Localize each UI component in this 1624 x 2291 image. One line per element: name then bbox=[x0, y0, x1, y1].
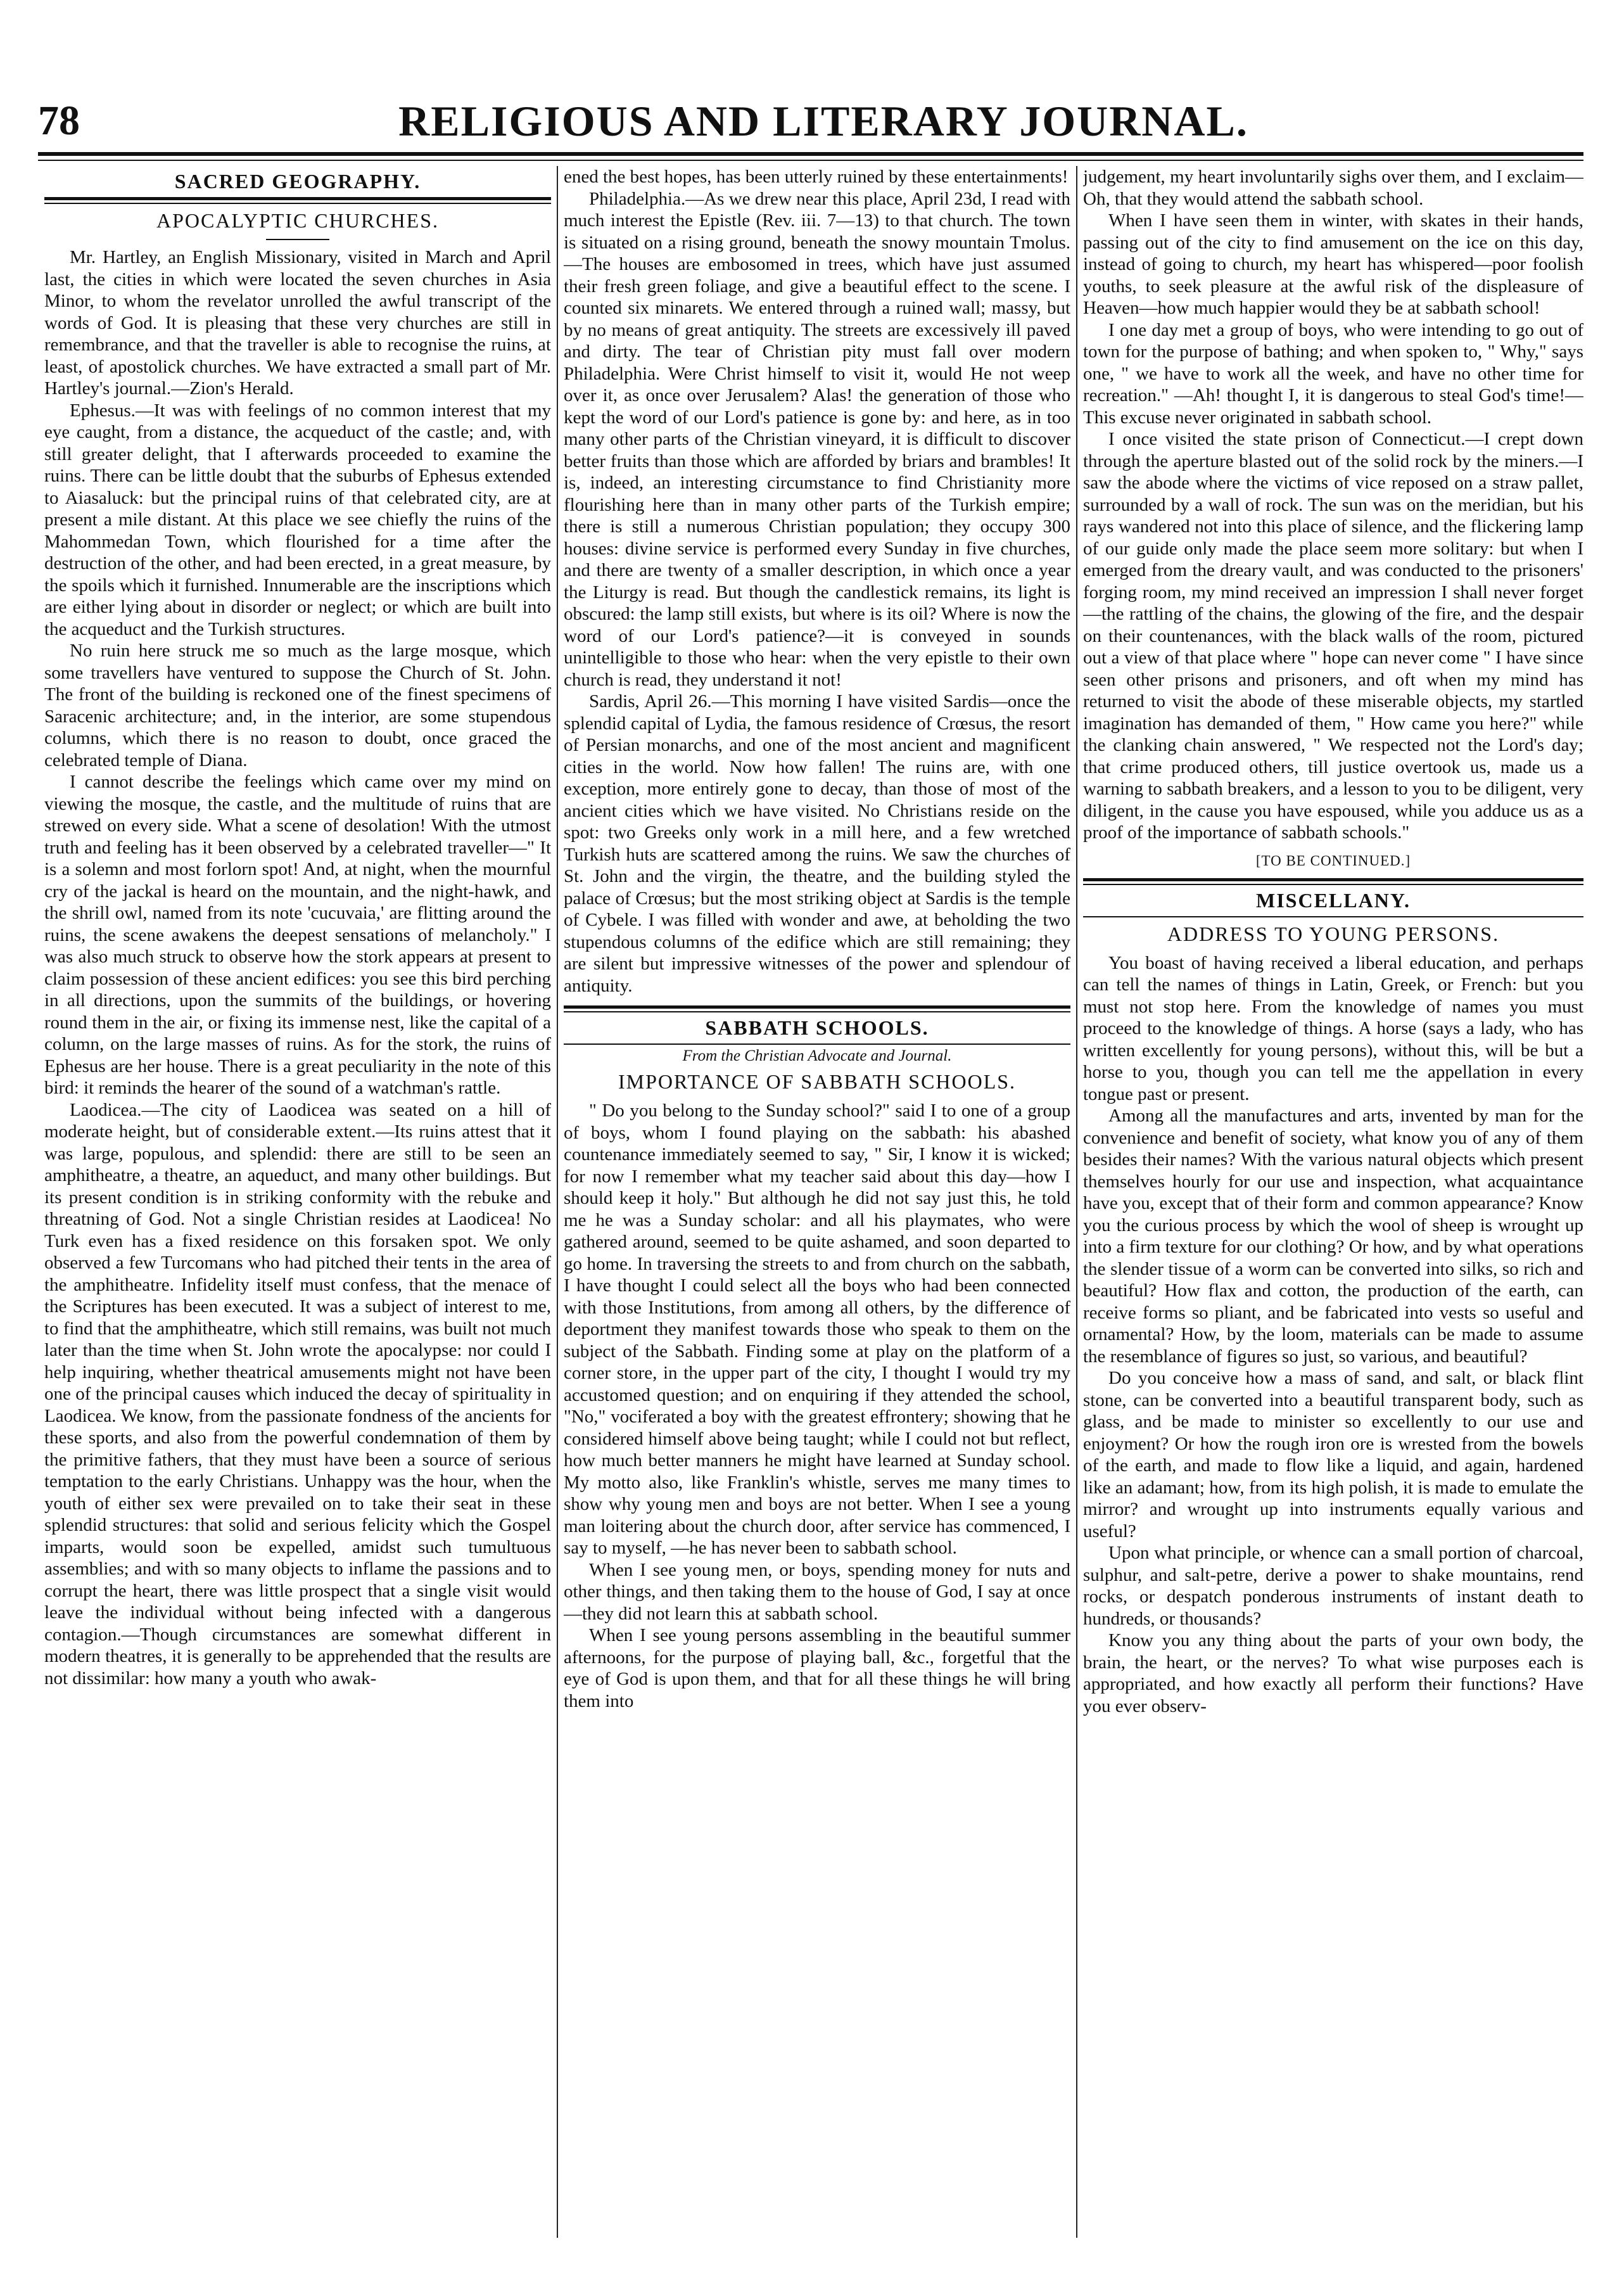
section-rule bbox=[564, 1043, 1070, 1045]
section-heading: SABBATH SCHOOLS. bbox=[705, 1016, 929, 1039]
column-divider bbox=[557, 166, 558, 2238]
section-heading: MISCELLANY. bbox=[1256, 888, 1411, 912]
paragraph: When I see young men, or boys, spending money for nuts and other things, and then taking them to the house of God, I say at once—they did not learn this at sabbath school. bbox=[564, 1559, 1070, 1624]
paragraph: Laodicea.—The city of Laodicea was seated on a hill of moderate height, but of considerable extent.—Its ruins attest that it was large, populous, and splendid: there are still to be seen an amphitheatre, a theatre, an aqueduct, and many other buildings. But its present condition is in striking conformity with the rebuke and threatning of God. Not a single Christian resides at Laodicea! No Turk even has a fixed residence on this forsaken spot. We only observed a few Turcomans who had pitched their tents in the area of the amphitheatre. Infidelity itself must confess, that the menace of the Scriptures has been executed. It was a subject of interest to me, to find that the amphitheatre, which still remains, was built not much later than the time when St. John wrote the apocalypse: nor could I help inquiring, whether theatrical amusements might not have been one of the principal causes which induced the decay of spirituality in Laodicea. We know, from the passionate fondness of the ancients for these sports, and also from the powerful condemnation of them by the primitive fathers, that they must have been a source of serious temptation to the early Christians. Unhappy was the hour, when the youth of either sex were prevailed on to take their seat in these splendid structures: that solid and serious felicity which the Gospel imparts, would soon be expelled, amidst such tumultuous assemblies; and with so many objects to inflame the passions and to corrupt the heart, there was little prospect that a single visit would leave the individual without being infected with a dangerous contagion.—Though circumstances are somewhat different in modern theatres, it is generally to be apprehended that the results are not dissimilar: how many a youth who awak- bbox=[44, 1099, 551, 1688]
paragraph: I once visited the state prison of Connecticut.—I crept down through the aperture blasted out of the solid rock by the miners.—I saw the abode where the victims of vice reposed on a straw pallet, surrounded by a wall of rock. The sun was on the meridian, but his rays wandered not into this place of silence, and the flickering lamp of our guide only made the place seem more solitary: but when I emerged from the dreary vault, and was conducted to the prisoners' forging room, my mind received an impression I shall never forget—the rattling of the chains, the glowing of the fire, and the despair on their countenances, with the black walls of the room, pictured out a view of that place where " hope can never come " I have since seen other prisons and prisoners, and oft when my mind has returned to visit the abode of these miserable objects, my startled imagination has demanded of them, " How came you here?" while the clanking chain answered, " We respected not the Lord's day; that crime produced others, till justice overtook us, made us a warning to sabbath breakers, and a lesson to you to be diligent, very diligent, in the cause you have espoused, while you adduce us as a proof of the importance of sabbath schools." bbox=[1083, 429, 1583, 843]
paragraph: When I see young persons assembling in the beautiful summer afternoons, for the purpose of playing ball, &c., forgetful that the eye of God is upon them, and that for all these things he will bring them into bbox=[564, 1625, 1070, 1711]
paragraph: Philadelphia.—As we drew near this place, April 23d, I read with much interest the Epistle (Rev. iii. 7—13) to that church. The town is situated on a rising ground, beneath the snowy mountain Tmolus.—The houses are embosomed in trees, which have just assumed their fresh green foliage, and give a beautiful effect to the scene. I counted six minarets. We entered through a ruined wall; massy, but by no means of great antiquity. The streets are excessively ill paved and dirty. The tear of Christian pity must fall over modern Philadelphia. Were Christ himself to visit it, would He not weep over it, as once over Jerusalem? Alas! the generation of those who kept the word of our Lord's patience is gone by: and here, as in too many other parts of the Christian vineyard, it is difficult to discover better fruits than those which are afforded by briars and brambles! It is, indeed, an interesting circumstance to find Christianity more flourishing here than in many other parts of the Turkish empire; there is still a numerous Christian population; they occupy 300 houses: divine service is performed every Sunday in five churches, and there are twenty of a smaller description, in which once a year the Liturgy is read. But though the candlestick remains, its light is obscured: the lamp still exists, but where is its oil? Where is now the word of our Lord's patience?—it is conveyed in sounds unintelligible to those who hear: when the very epistle to their own church is read, they understand it not! bbox=[564, 188, 1070, 690]
paragraph: ened the best hopes, has been utterly ruined by these entertainments! bbox=[564, 167, 1069, 187]
article-title: IMPORTANCE OF SABBATH SCHOOLS. bbox=[618, 1070, 1017, 1093]
paragraph: Upon what principle, or whence can a small portion of charcoal, sulphur, and salt-petre, derive a power to shake mountains, rend rocks, or despatch ponderous instruments of instant death to hundreds, or thousands? bbox=[1083, 1543, 1583, 1629]
paragraph: When I have seen them in winter, with skates in their hands, passing out of the city to find amusement on the ice on this day, instead of going to church, my heart has whispered—poor foolish youths, to seek pleasure at the awful risk of the displeasure of Heaven—how much happier would they be at sabbath school! bbox=[1083, 210, 1583, 318]
source-line: From the Christian Advocate and Journal. bbox=[682, 1047, 952, 1064]
paragraph: Do you conceive how a mass of sand, and salt, or black flint stone, can be converted into a beautiful transparent body, such as glass, and be made to minister so excellently to our use and enjoyment? Or how the rough iron ore is wrested from the bowels of the earth, and made to flow like a liquid, and again, hardened like an adamant; how, from its high polish, it is made to emulate the mirror? and wrought up into instruments equally various and useful? bbox=[1083, 1368, 1583, 1541]
section-rule bbox=[564, 1005, 1070, 1012]
column-1 bbox=[44, 166, 551, 2238]
paragraph: Mr. Hartley, an English Missionary, visited in March and April last, the cities in which were located the seven churches in Asia Minor, to whom the revelator unrolled the awful transcript of the words of God. It is pleasing that these very churches are still in remembrance, and that the traveller is able to recognise the ruins, at least, of apostolick churches. We have extracted a small part of Mr. Hartley's journal.—Zion's Herald. bbox=[44, 247, 551, 399]
paragraph: I one day met a group of boys, who were intending to go out of town for the purpose of bathing; and when spoken to, " Why," says one, " we have to work all the week, and have no other time for recreation." —Ah! thought I, it is dangerous to steal God's time!—This excuse never originated in sabbath school. bbox=[1083, 319, 1583, 428]
section-rule bbox=[1083, 878, 1583, 885]
page-number: 78 bbox=[38, 98, 80, 144]
column-divider bbox=[1076, 166, 1077, 2238]
paragraph: No ruin here struck me so much as the large mosque, which some travellers have ventured to suppose the Church of St. John. The front of the building is reckoned one of the finest specimens of Saracenic architecture; and, in the interior, are some stupendous columns, which there is no reason to doubt, once graced the celebrated temple of Diana. bbox=[44, 641, 551, 770]
section-heading: SACRED GEOGRAPHY. bbox=[174, 170, 421, 193]
paragraph: " Do you belong to the Sunday school?" said I to one of a group of boys, whom I found playing on the sabbath: his abashed countenance immediately seemed to say, " Sir, I know it is wicked; for now I remember what my teacher said about this day—how I should keep it holy." But although he did not say just this, he told me he was a Sunday scholar: and all his playmates, who were gathered around, seemed to be quite ashamed, and soon departed to go home. In traversing the streets to and from church on the sabbath, I have thought I could select all the boys who had been connected with those Institutions, from among all others, by the difference of deportment they manifest towards those who speak to them on the subject of the Sabbath. Finding some at play on the platform of a corner store, in the upper part of the city, I thought I would try my accustomed question; and on enquiring if they attended the school, "No," vociferated a boy with the greatest effrontery; showing that he considered himself above being taught; while I could not but reflect, how much better manners he might have learned at Sunday school. My motto also, like Franklin's whistle, serves me many times to show why young men and boys are not better. When I see a young man loitering about the church door, after service has commenced, I say to myself, —he has never been to sabbath school. bbox=[564, 1101, 1070, 1558]
article-title: ADDRESS TO YOUNG PERSONS. bbox=[1167, 922, 1500, 945]
paragraph: Among all the manufactures and arts, invented by man for the convenience and benefit of society, what know you of any of them besides their names? With the various natural objects which present themselves hourly for our use and inspection, what acquaintance have you, except that of their form and common appearance? Know you the curious process by which the wool of sheep is wrought up into a firm texture for our clothing? Or how, and by what operations the slender tissue of a worm can be converted into silks, so rich and beautiful? How flax and cotton, the production of the earth, can receive forms so pliant, and be fabricated into vests so useful and ornamental? How, by the loom, materials can be made to assume the resemblance of figures so just, so various, and beautiful? bbox=[1083, 1106, 1583, 1367]
column-2 bbox=[564, 166, 1070, 2238]
paragraph: I cannot describe the feelings which came over my mind on viewing the mosque, the castle, and the multitude of ruins that are strewed on every side. What a scene of desolation! With the utmost truth and feeling has it been observed by a celebrated traveller—" It is a solemn and most forlorn spot! And, at night, when the mournful cry of the jackal is heard on the mountain, and the night-hawk, and the shrill owl, named from its note 'cucuvaia,' are flitting around the ruins, the scene awakens the deepest sensations of melancholy." I was also much struck to observe how the stork appears at present to claim possession of these ancient edifices: you see this bird perching in all directions, upon the summits of the buildings, or hovering round them in the air, or fixing its immense nest, like the capital of a column, on the large masses of ruins. As for the stork, the ruins of Ephesus are her house. There is a great peculiarity in the note of this bird: it reminds the hearer of the sound of a watchman's rattle. bbox=[44, 772, 551, 1098]
paragraph: Sardis, April 26.—This morning I have visited Sardis—once the splendid capital of Lydia, the famous residence of Crœsus, the resort of Persian monarchs, and one of the most ancient and magnificent cities in the world. Now how fallen! The ruins are, with one exception, more entirely gone to decay, than those of most of the ancient cities which we have visited. No Christians reside on the spot: two Greeks only work in a mill here, and a few wretched Turkish huts are scattered among the ruins. We saw the churches of St. John and the virgin, the theatre, and the building styled the palace of Crœsus; but the most striking object at Sardis is the temple of Cybele. I was filled with wonder and awe, at beholding the two stupendous columns of the edifice which are still remaining; they are silent but impressive witnesses of the power and splendour of antiquity. bbox=[564, 691, 1070, 996]
title-rule bbox=[266, 239, 329, 240]
page-header bbox=[38, 95, 1583, 147]
paragraph: judgement, my heart involuntarily sighs over them, and I exclaim—Oh, that they would attend the sabbath school. bbox=[1083, 167, 1583, 209]
section-rule bbox=[1083, 916, 1583, 917]
paragraph: You boast of having received a liberal education, and perhaps can tell the names of things in Latin, Greek, or French: but you must not stop here. From the knowledge of names you must proceed to the knowledge of things. A horse (says a lady, who has written excellently for young persons), without this, will be but a horse to you, though you can tell me the appellation in every tongue past or present. bbox=[1083, 952, 1583, 1104]
article-title: APOCALYPTIC CHURCHES. bbox=[156, 209, 439, 232]
header-rule-thin bbox=[38, 160, 1583, 161]
header-rule bbox=[38, 152, 1583, 156]
section-rule bbox=[44, 197, 551, 204]
journal-title: RELIGIOUS AND LITERARY JOURNAL. bbox=[398, 97, 1248, 145]
paragraph: Know you any thing about the parts of your own body, the brain, the heart, or the nerves? To what wise purposes each is appropriated, and how exactly all perform their functions? Have you ever observ- bbox=[1083, 1630, 1583, 1716]
paragraph: Ephesus.—It was with feelings of no common interest that my eye caught, from a distance, the acqueduct of the castle; and, with still greater delight, that I afterwards proceeded to examine the ruins. There can be little doubt that the suburbs of Ephesus extended to Aiasaluck: but the principal ruins of that celebrated city, are at present a mile distant. At this place we see chiefly the ruins of the Mahommedan Town, which flourished for a time after the destruction of the other, and had been erected, in a great measure, by the spoils which it furnished. Innumerable are the inscriptions which are either lying about in disorder or neglect; or which are built into the acqueduct and the Turkish structures. bbox=[44, 400, 551, 639]
column-3 bbox=[1083, 166, 1583, 2238]
continued-note: [TO BE CONTINUED.] bbox=[1255, 852, 1411, 869]
